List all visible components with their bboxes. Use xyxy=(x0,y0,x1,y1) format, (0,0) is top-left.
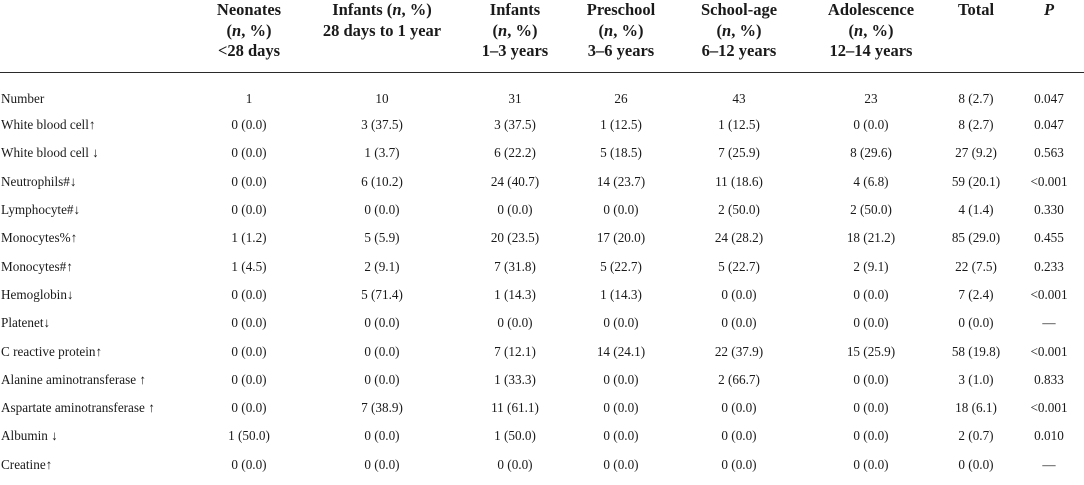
table-cell: 0.455 xyxy=(1034,230,1064,246)
table-cell: 5 (18.5) xyxy=(600,145,642,161)
table-row xyxy=(0,224,1084,252)
table-cell: 0 (0.0) xyxy=(231,343,267,359)
table-cell: 0 (0.0) xyxy=(364,428,400,444)
table-cell: 0 (0.0) xyxy=(497,202,533,218)
table-row xyxy=(0,252,1084,280)
table-cell: 0 (0.0) xyxy=(364,456,400,472)
neonates-header xyxy=(196,0,302,73)
table-cell: 7 (25.9) xyxy=(718,145,760,161)
table-cell: 15 (25.9) xyxy=(846,343,896,359)
table-cell: 1 (1.2) xyxy=(231,230,267,246)
table-cell: 0 (0.0) xyxy=(364,371,400,387)
header-line: (n, %) xyxy=(598,20,644,40)
table-cell: 4 (1.4) xyxy=(958,202,994,218)
table-cell: 0 (0.0) xyxy=(853,371,889,387)
table-cell: 0 (0.0) xyxy=(231,400,267,416)
table-cell: 1 (4.5) xyxy=(231,258,267,274)
row-label: Lymphocyte#↓ xyxy=(1,202,81,218)
table-cell: 3 (37.5) xyxy=(361,117,403,133)
header-line: Neonates xyxy=(216,0,282,19)
table-cell: 0 (0.0) xyxy=(603,456,639,472)
table-cell: 27 (9.2) xyxy=(955,145,997,161)
table-cell: 0 (0.0) xyxy=(603,315,639,331)
table-cell: <0.001 xyxy=(1030,343,1068,359)
table-cell: 7 (2.4) xyxy=(958,286,994,302)
table-cell: 22 (37.9) xyxy=(714,343,764,359)
table-cell: 0.563 xyxy=(1034,145,1064,161)
table-cell: 0 (0.0) xyxy=(721,286,757,302)
table-cell: 8 (29.6) xyxy=(850,145,892,161)
table-cell: 22 (7.5) xyxy=(955,258,997,274)
table-cell: 0 (0.0) xyxy=(721,428,757,444)
table-cell: 58 (19.8) xyxy=(951,343,1001,359)
table-cell: 7 (38.9) xyxy=(361,400,403,416)
table-cell: 0.833 xyxy=(1034,371,1064,387)
table-cell: <0.001 xyxy=(1030,173,1068,189)
table-row xyxy=(0,281,1084,309)
table-cell: 0 (0.0) xyxy=(603,202,639,218)
header-line: (n, %) xyxy=(716,20,762,40)
table-cell: 2 (50.0) xyxy=(850,202,892,218)
table-row xyxy=(0,196,1084,224)
table-cell: 1 (3.7) xyxy=(364,145,400,161)
table-cell: 0.047 xyxy=(1034,117,1064,133)
table-cell: <0.001 xyxy=(1030,400,1068,416)
table-cell: 2 (9.1) xyxy=(853,258,889,274)
table-cell: 26 xyxy=(614,91,628,106)
table-cell: 0 (0.0) xyxy=(853,286,889,302)
table-cell: — xyxy=(1042,315,1056,331)
table-cell: 11 (61.1) xyxy=(491,400,539,416)
header-line: 28 days to 1 year xyxy=(322,20,442,40)
table-cell: 23 xyxy=(864,91,878,106)
table-cell: 11 (18.6) xyxy=(715,173,763,189)
table-cell: 20 (23.5) xyxy=(490,230,540,246)
table-cell: 0 (0.0) xyxy=(853,117,889,133)
table-cell: 7 (12.1) xyxy=(494,343,536,359)
total-header xyxy=(938,0,1014,73)
header-line: P xyxy=(1043,0,1055,19)
table-cell: 3 (37.5) xyxy=(494,117,536,133)
table-cell: 31 xyxy=(508,91,522,106)
table-cell: 1 (14.3) xyxy=(600,286,642,302)
table-cell: 0 (0.0) xyxy=(853,456,889,472)
table-cell: 85 (29.0) xyxy=(951,230,1001,246)
table-cell: 0 (0.0) xyxy=(721,400,757,416)
row-label: Albumin ↓ xyxy=(1,428,58,444)
table-cell: 8 (2.7) xyxy=(958,91,994,106)
table-row xyxy=(0,366,1084,394)
table-cell: 1 (12.5) xyxy=(600,117,642,133)
table-row xyxy=(0,451,1084,479)
table-cell: 10 xyxy=(375,91,389,106)
table-cell: 0 (0.0) xyxy=(853,315,889,331)
table-cell: 4 (6.8) xyxy=(853,173,889,189)
row-label: Monocytes#↑ xyxy=(1,258,73,274)
table-cell: 2 (50.0) xyxy=(718,202,760,218)
table-cell: 0 (0.0) xyxy=(721,315,757,331)
table-cell: 1 (14.3) xyxy=(494,286,536,302)
header-line: (n, %) xyxy=(848,20,894,40)
table-cell: 24 (28.2) xyxy=(714,230,764,246)
table-cell: 18 (6.1) xyxy=(955,400,997,416)
header-line: (n, %) xyxy=(226,20,272,40)
table-cell: 0 (0.0) xyxy=(231,202,267,218)
infants-under-1-header xyxy=(302,0,462,73)
row-label: Hemoglobin↓ xyxy=(1,286,74,302)
table-cell: <0.001 xyxy=(1030,286,1068,302)
table-cell: 0.233 xyxy=(1034,258,1064,274)
table-cell: 5 (5.9) xyxy=(364,230,400,246)
table-cell: 0 (0.0) xyxy=(231,117,267,133)
table-cell: 0 (0.0) xyxy=(603,428,639,444)
table-row xyxy=(0,73,1084,112)
table-cell: 0 (0.0) xyxy=(231,145,267,161)
table-cell: 0.010 xyxy=(1034,428,1064,444)
table-row xyxy=(0,337,1084,365)
table-cell: 0 (0.0) xyxy=(958,456,994,472)
table-cell: 18 (21.2) xyxy=(846,230,896,246)
table-cell: 0 (0.0) xyxy=(721,456,757,472)
table-cell: 2 (0.7) xyxy=(958,428,994,444)
table-cell: 0 (0.0) xyxy=(231,456,267,472)
row-label: C reactive protein↑ xyxy=(1,343,103,359)
row-label: Platenet↓ xyxy=(1,315,51,331)
table-cell: 1 (50.0) xyxy=(228,428,270,444)
table-cell: 14 (24.1) xyxy=(596,343,646,359)
table-cell: 43 xyxy=(732,91,746,106)
table-cell: 0 (0.0) xyxy=(364,315,400,331)
row-label: Monocytes%↑ xyxy=(1,230,78,246)
table-cell: 2 (9.1) xyxy=(364,258,400,274)
table-header xyxy=(0,0,1084,73)
table-cell: — xyxy=(1042,456,1056,472)
table-cell: 1 (12.5) xyxy=(718,117,760,133)
table-cell: 0 (0.0) xyxy=(364,202,400,218)
row-label: Neutrophils#↓ xyxy=(1,173,77,189)
header-line: 6–12 years xyxy=(701,41,777,60)
header-line: Infants xyxy=(489,0,541,19)
table-cell: 6 (22.2) xyxy=(494,145,536,161)
table-row xyxy=(0,111,1084,139)
header-line: (n, %) xyxy=(492,20,538,40)
table-cell: 7 (31.8) xyxy=(494,258,536,274)
table-cell: 0 (0.0) xyxy=(497,315,533,331)
infants-1-3-header xyxy=(462,0,568,73)
table-cell: 5 (22.7) xyxy=(600,258,642,274)
table-cell: 0 (0.0) xyxy=(603,371,639,387)
preschool-header xyxy=(568,0,674,73)
header-line: School-age xyxy=(700,0,778,19)
row-label-header xyxy=(0,0,196,73)
row-label: Aspartate aminotransferase ↑ xyxy=(1,400,155,416)
header-line: 12–14 years xyxy=(829,41,913,60)
header-line: <28 days xyxy=(217,41,281,60)
table-cell: 0 (0.0) xyxy=(231,173,267,189)
table-cell: 0 (0.0) xyxy=(603,400,639,416)
table-cell: 0 (0.0) xyxy=(231,315,267,331)
p-value-header xyxy=(1014,0,1084,73)
table-cell: 3 (1.0) xyxy=(958,371,994,387)
table-cell: 1 (33.3) xyxy=(494,371,536,387)
header-line: Infants (n, %) xyxy=(332,0,432,19)
table-cell: 5 (71.4) xyxy=(361,286,403,302)
table-cell: 0 (0.0) xyxy=(231,286,267,302)
header-line: Preschool xyxy=(586,0,656,19)
row-label: White blood cell ↓ xyxy=(1,145,99,161)
table-cell: 5 (22.7) xyxy=(718,258,760,274)
header-row xyxy=(0,0,1084,73)
table-row xyxy=(0,394,1084,422)
table-row xyxy=(0,422,1084,450)
table-cell: 0 (0.0) xyxy=(231,371,267,387)
table-cell: 0 (0.0) xyxy=(364,343,400,359)
row-label: Creatine↑ xyxy=(1,456,53,472)
table-cell: 2 (66.7) xyxy=(718,371,760,387)
header-line: Adolescence xyxy=(827,0,915,19)
table-cell: 14 (23.7) xyxy=(596,173,646,189)
header-line: 1–3 years xyxy=(481,41,549,60)
table-cell: 0.330 xyxy=(1034,202,1064,218)
table-cell: 0 (0.0) xyxy=(497,456,533,472)
table-cell: 1 xyxy=(245,91,253,106)
table-cell: 24 (40.7) xyxy=(490,173,540,189)
table-cell: 8 (2.7) xyxy=(958,117,994,133)
table-row xyxy=(0,139,1084,167)
adolescence-header xyxy=(804,0,938,73)
table-cell: 1 (50.0) xyxy=(494,428,536,444)
table-cell: 0.047 xyxy=(1034,91,1064,106)
table-cell: 0 (0.0) xyxy=(958,315,994,331)
table-cell: 17 (20.0) xyxy=(596,230,646,246)
row-label: Alanine aminotransferase ↑ xyxy=(1,371,147,387)
table-row xyxy=(0,168,1084,196)
header-line: 3–6 years xyxy=(587,41,655,60)
table-cell: 0 (0.0) xyxy=(853,400,889,416)
school-age-header xyxy=(674,0,804,73)
table-cell: 0 (0.0) xyxy=(853,428,889,444)
header-line: Total xyxy=(957,0,995,19)
table-cell: 6 (10.2) xyxy=(361,173,403,189)
row-label: Number xyxy=(1,91,45,106)
table-row xyxy=(0,309,1084,337)
table-body xyxy=(0,73,1084,479)
table-cell: 59 (20.1) xyxy=(951,173,1001,189)
row-label: White blood cell↑ xyxy=(1,117,96,133)
